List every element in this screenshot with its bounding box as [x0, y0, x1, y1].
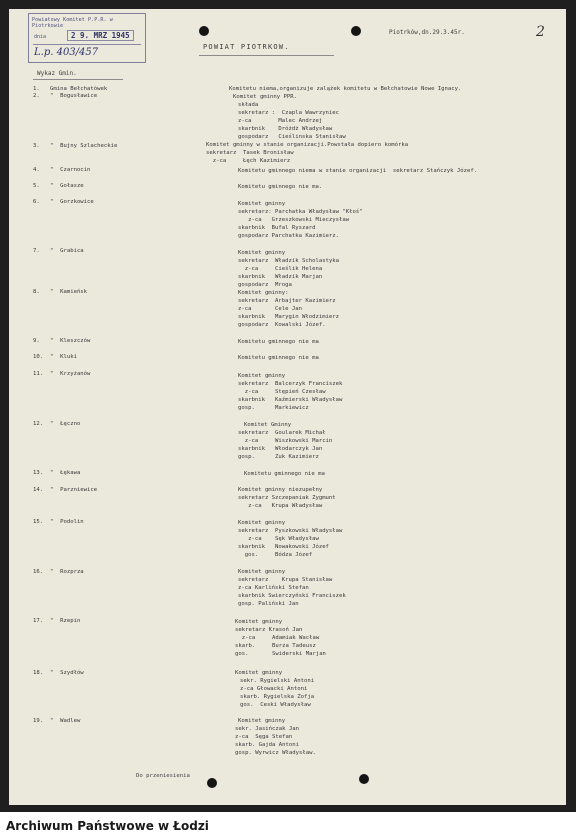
entry-line: sekr. Rygielski Antoni [240, 678, 315, 684]
entry-line: sekr. Jasińczak Jan [235, 726, 299, 732]
entry-line: Komitetu gminnego nie ma [244, 471, 325, 477]
entry-line: z-ca Sęk Władysław [238, 536, 319, 542]
entry-number: 15. [33, 519, 44, 525]
stamp-divider [33, 44, 141, 45]
entry-line: z-ca Karliński Stefan [238, 585, 309, 591]
punch-hole [359, 774, 369, 784]
entry-line: Komitetu gminnego niema w stanie organizacji sekretarz Stańczyk Józef. [238, 168, 478, 174]
entry-line: Komitetu niema,organizuje zalążek komitetu w Bełchatowie Nowe Ignacy. [229, 86, 462, 92]
entry-number: 5. [33, 183, 40, 189]
entry-number: 17. [33, 618, 44, 624]
entry-line: z-ca Głowacki Antoni [240, 686, 308, 692]
entry-number: 8. [33, 289, 40, 295]
entry-gmina: " Grabica [50, 248, 84, 254]
entry-line: gos. Bódza Józef [238, 552, 313, 558]
entry-line: Komitet gminny [238, 718, 286, 724]
entry-line: sekretarz Arbajter Kazimierz [238, 298, 336, 304]
entry-line: sekretarz Krupa Stanisław [238, 577, 333, 583]
list-heading: Wykaz Gmin. [37, 70, 77, 77]
entry-line: gospodarz Kowalski Józef. [238, 322, 326, 328]
entry-line: składa [238, 102, 259, 108]
entry-gmina: " Rzepin [50, 618, 81, 624]
entry-line: skarbnik Nowakowski Józef [238, 544, 329, 550]
entry-line: z-ca Malec Andrzej [238, 118, 323, 124]
entry-line: gos. Ceski Władysław [240, 702, 311, 708]
entry-gmina: " Krzyżanów [50, 371, 91, 377]
entry-gmina: " Parzniewice [50, 487, 98, 493]
entry-line: skarbnik Władzik Marjan [238, 274, 323, 280]
entry-line: gospodarz Parchatka Kazimierz. [238, 233, 340, 239]
entry-gmina: " Bujny Szlacheckie [50, 143, 118, 149]
entry-gmina: " Rozprza [50, 569, 84, 575]
entry-line: Komitet gminny [238, 250, 286, 256]
entry-number: 1. [33, 86, 40, 92]
entry-line: skarbnik Kaźmierski Władysław [238, 397, 343, 403]
entry-line: z-ca Stępień Czesław [238, 389, 326, 395]
stamp-organization: Powiatowy Komitet P.P.R. w Piotrkowie [32, 17, 113, 29]
punch-hole [207, 778, 217, 788]
document-title: POWIAT PIOTRKOW. [203, 43, 290, 51]
entry-number: 6. [33, 199, 40, 205]
stamp-date: 2 9. MRZ 1945 [67, 30, 134, 41]
entry-line: z-ca Cele Jan [238, 306, 302, 312]
entry-gmina: " Kleszczów [50, 338, 91, 344]
archive-stamp [28, 13, 146, 63]
entry-line: gosp. Markiewicz [238, 405, 309, 411]
entry-line: gospodarz Mroga [238, 282, 292, 288]
punch-hole [199, 26, 209, 36]
entry-line: skarbnik Dróżdż Władysław [238, 126, 333, 132]
entry-line: skarb. Gajda Antoni [235, 742, 299, 748]
entry-line: Komitet gminny [238, 569, 286, 575]
entry-line: gospodarz Cieślinska Stanisław [238, 134, 346, 140]
stamp-number: L.p. 403/457 [34, 47, 99, 58]
entry-line: Komitet gminny w stanie organizacji.Powstała dopiero komórka [206, 142, 409, 148]
entry-number: 18. [33, 670, 44, 676]
continuation-note: Do przeniesienia [136, 773, 190, 779]
page-number: 2 [536, 24, 545, 40]
entry-line: skarbnik Włodarczyk Jan [238, 446, 323, 452]
entry-line: gosp. Paliński Jan [238, 601, 299, 607]
entry-line: Komitet gminny [235, 670, 283, 676]
entry-line: gosp. Zuk Kazimierz [238, 454, 319, 460]
entry-line: Komitet gminny [238, 201, 286, 207]
punch-hole [351, 26, 361, 36]
entry-number: 11. [33, 371, 44, 377]
entry-line: Komitet gminny niezupełny [238, 487, 323, 493]
entry-line: sekretarz Krasoń Jan [235, 627, 303, 633]
entry-gmina: " Wadlew [50, 718, 81, 724]
entry-line: skarb. Rygielska Zofja [240, 694, 315, 700]
entry-line: Komitet gminny [235, 619, 283, 625]
entry-line: z-ca Cieślik Helena [238, 266, 323, 272]
entry-number: 7. [33, 248, 40, 254]
entry-gmina: " Gorzkowice [50, 199, 94, 205]
archive-footer [0, 812, 576, 840]
entry-gmina: " Kamieńsk [50, 289, 88, 295]
entry-line: Komitet gminny PPR. [233, 94, 297, 100]
entry-line: Komitet gminny [238, 373, 286, 379]
entry-line: sekretarz : Czapla Wawrzyniec [238, 110, 340, 116]
entry-gmina: " Szydłów [50, 670, 84, 676]
entry-gmina: " Czarnocin [50, 167, 91, 173]
entry-line: z-ca Łęch Kazimierz [206, 158, 291, 164]
entry-line: Komitet Gminny [244, 422, 292, 428]
entry-line: skarb. Burza Tadeusz [235, 643, 316, 649]
entry-line: z-ca Krupa Władysław [238, 503, 323, 509]
entry-gmina: " Łęczno [50, 421, 81, 427]
entry-number: 12. [33, 421, 44, 427]
entry-number: 2. [33, 93, 40, 99]
entry-line: sekretarz Szczepaniak Zygmunt [238, 495, 336, 501]
entry-line: Komitetu gminnego nie ma [238, 355, 319, 361]
title-underline [199, 55, 334, 56]
entry-line: sekretarz: Parchatka Władysław "Kłoś" [238, 209, 363, 215]
entry-number: 13. [33, 470, 44, 476]
entry-line: skarbnik Marygin Włodzimierz [238, 314, 340, 320]
entry-number: 3. [33, 143, 40, 149]
entry-line: z-ca Wiszkowski Marcin [238, 438, 333, 444]
entry-gmina: " Klukí [50, 354, 77, 360]
entry-line: sekretarz Władzik Scholastyka [238, 258, 340, 264]
entry-line: sekretarz Pyszkowski Władysław [238, 528, 343, 534]
entry-line: sekretarz Tasek Bronisław [206, 150, 294, 156]
entry-line: Komitetu gminnego nie ma [238, 339, 319, 345]
entry-gmina: " Łękawa [50, 470, 81, 476]
entry-line: sekretarz Balcerzyk Franciszek [238, 381, 343, 387]
entry-line: Komitet gminny [238, 520, 286, 526]
entry-line: sekretarz Goularek Michał [238, 430, 326, 436]
entry-line: gos. Swiderski Marjan [235, 651, 326, 657]
entry-number: 10. [33, 354, 44, 360]
entry-number: 16. [33, 569, 44, 575]
entry-line: Komitetu gminnego nie ma. [238, 184, 323, 190]
entry-gmina: " Bogusławice [50, 93, 98, 99]
entry-line: gosp. Wyrwicz Władysław. [235, 750, 316, 756]
archive-name: Archiwum Państwowe w Łodzi [6, 819, 209, 833]
entry-gmina: " Gołasze [50, 183, 84, 189]
entry-gmina: Gmina Bełchatówek [50, 86, 108, 92]
entry-line: skarbnik Swierczyński Franciszek [238, 593, 346, 599]
entry-line: skarbnik Bufal Ryszard [238, 225, 316, 231]
heading-underline [33, 79, 123, 80]
entry-number: 9. [33, 338, 40, 344]
entry-number: 14. [33, 487, 44, 493]
entry-line: Komitet gminny: [238, 290, 289, 296]
entry-gmina: " Podolin [50, 519, 84, 525]
entry-line: z-ca Grzeszkowski Mieczysław [238, 217, 350, 223]
entry-line: z-ca Sęga Stefan [235, 734, 293, 740]
entry-line: z-ca Adamiak Wacław [235, 635, 320, 641]
location-date: Piotrków,dn.29.3.45r. [389, 29, 465, 36]
entry-number: 4. [33, 167, 40, 173]
entry-number: 19. [33, 718, 44, 724]
stamp-date-label: dnia [34, 34, 47, 40]
